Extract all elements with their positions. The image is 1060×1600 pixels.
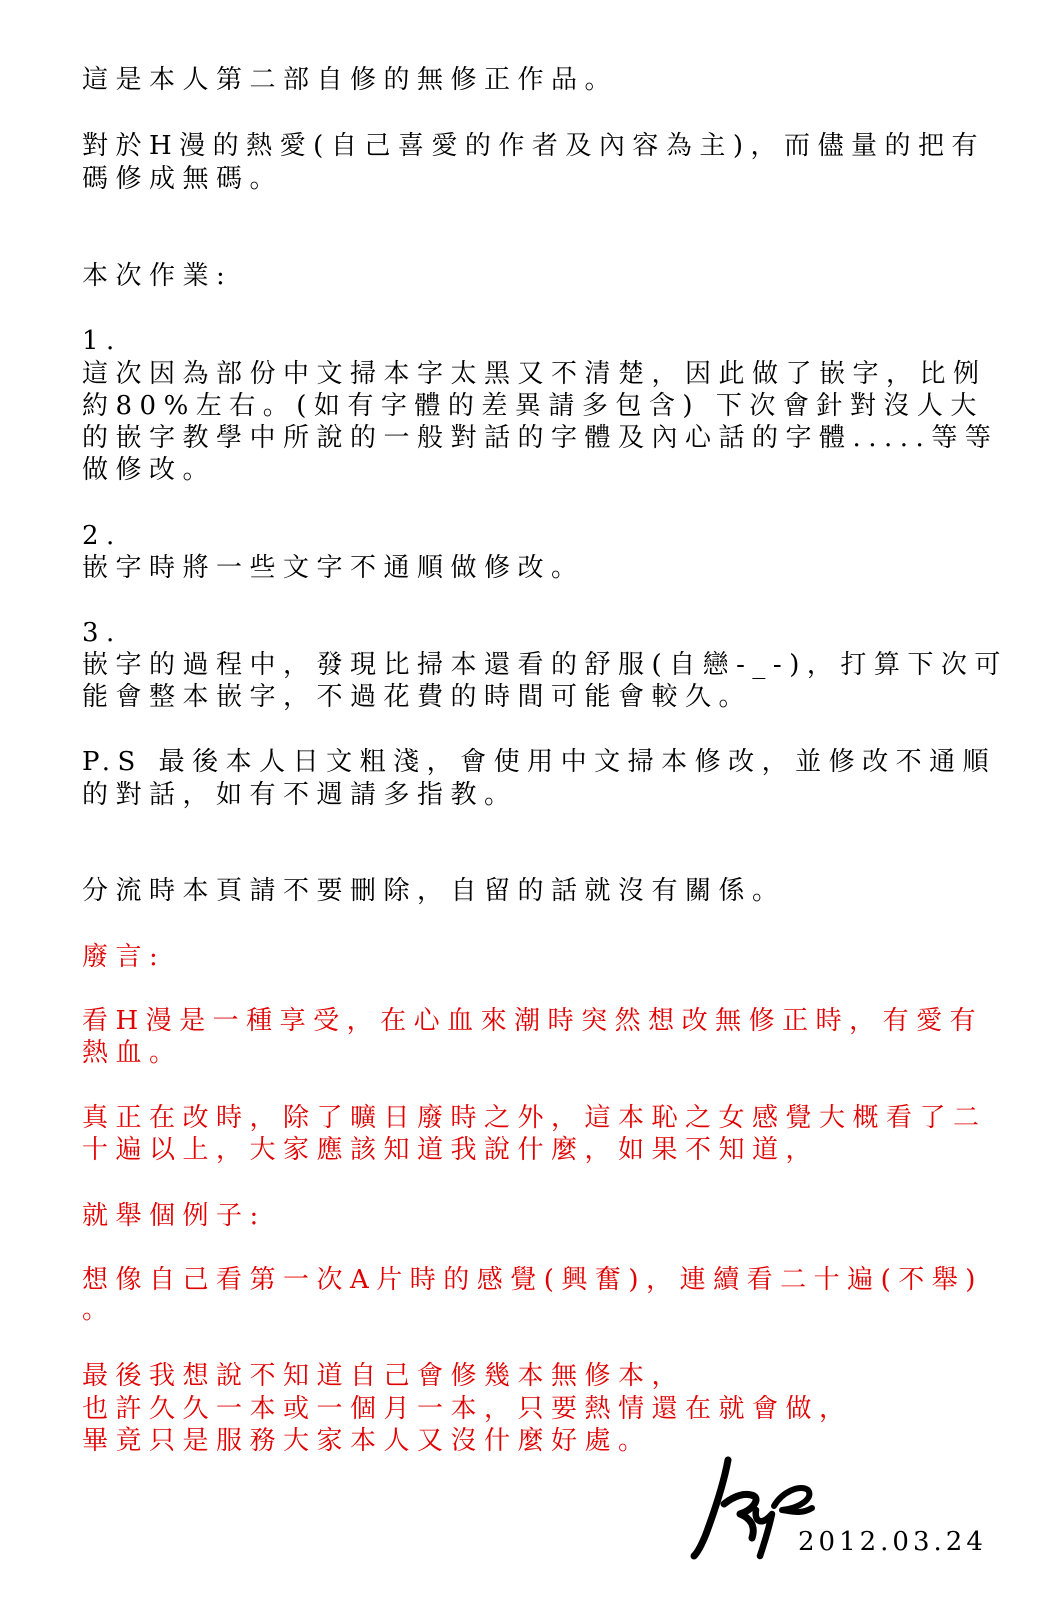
text-line: 看H漫是一種享受，在心血來潮時突然想改無修正時，有愛有 [82, 1006, 984, 1036]
date-label: 2012.03.24 [798, 1527, 987, 1557]
list-number: 1. [82, 326, 122, 356]
list-number: 2. [82, 521, 122, 551]
list-number: 3. [82, 618, 122, 648]
text-line: 十遍以上，大家應該知道我說什麼，如果不知道， [82, 1135, 820, 1165]
text-line: 對於H漫的熱愛(自己喜愛的作者及內容為主)，而儘量的把有 [82, 131, 985, 161]
text-line: 能會整本嵌字，不過花費的時間可能會較久。 [82, 682, 753, 712]
text-line: 碼修成無碼。 [82, 164, 284, 194]
section-heading: 廢言: [82, 942, 166, 972]
text-line: 就舉個例子: [82, 1201, 266, 1231]
text-line: 這次因為部份中文掃本字太黑又不清楚，因此做了嵌字，比例 [82, 359, 987, 389]
text-line: 的嵌字教學中所說的一般對話的字體及內心話的字體.....等等 [82, 423, 999, 453]
text-line: 嵌字的過程中，發現比掃本還看的舒服(自戀-_-)，打算下次可 [82, 650, 1008, 680]
text-line: 這是本人第二部自修的無修正作品。 [82, 65, 619, 95]
text-line: 做修改。 [82, 455, 217, 485]
text-line: 畢竟只是服務大家本人又沒什麼好處。 [82, 1426, 652, 1456]
text-line: 想像自己看第一次A片時的感覺(興奮)，連續看二十遍(不舉) [82, 1265, 983, 1295]
text-line: 的對話，如有不週請多指教。 [82, 780, 518, 810]
text-line: 約80%左右。(如有字體的差異請多包含) 下次會針對沒人大 [82, 391, 984, 421]
text-line: P.S 最後本人日文粗淺，會使用中文掃本修改，並修改不通順 [82, 747, 997, 777]
text-line: 分流時本頁請不要刪除，自留的話就沒有關係。 [82, 876, 786, 906]
section-heading: 本次作業: [82, 261, 233, 291]
text-line: 最後我想說不知道自己會修幾本無修本， [82, 1361, 686, 1391]
text-line: 。 [82, 1295, 116, 1325]
text-line: 真正在改時，除了曠日廢時之外，這本恥之女感覺大概看了二 [82, 1103, 987, 1133]
text-line: 熱血。 [82, 1038, 183, 1068]
text-line: 也許久久一本或一個月一本，只要熱情還在就會做， [82, 1394, 853, 1424]
text-line: 嵌字時將一些文字不通順做修改。 [82, 553, 585, 583]
